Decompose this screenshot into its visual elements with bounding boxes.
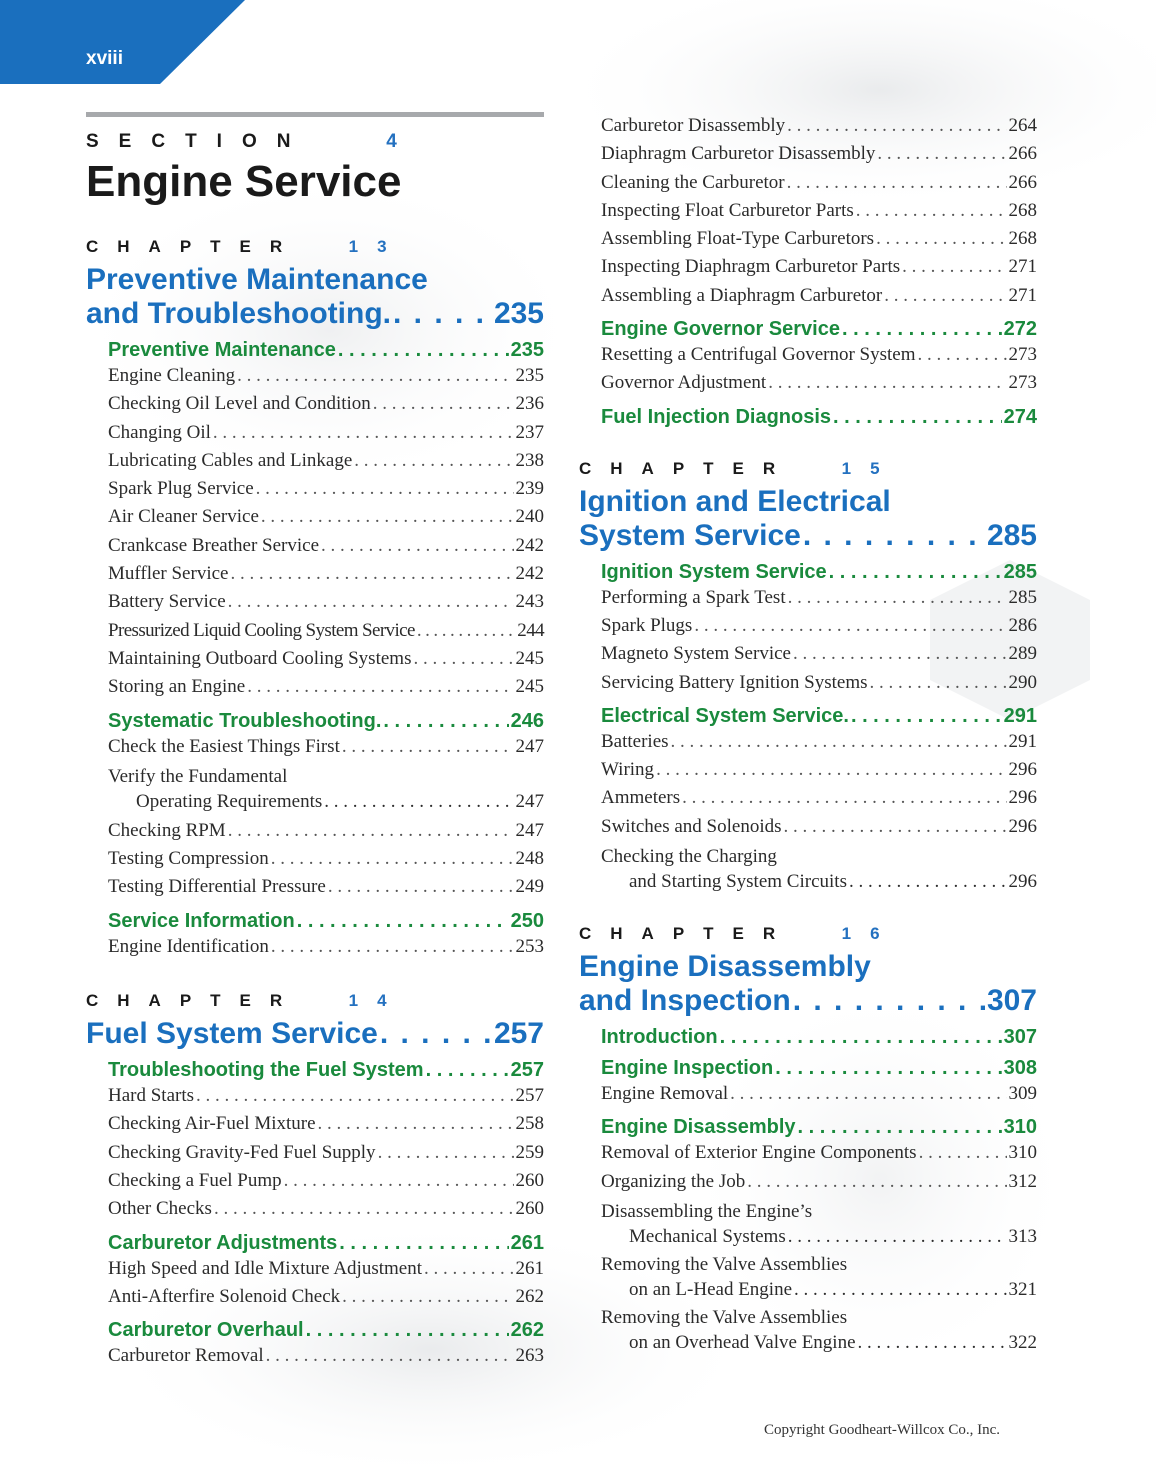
entry-text: Crankcase Breather Service (108, 534, 320, 556)
entry-page: 247 (515, 735, 544, 757)
heading-page: 310 (1003, 1116, 1037, 1139)
entry-page: 261 (515, 1257, 544, 1279)
entry-text: Spark Plugs (601, 614, 693, 636)
entry-page: 266 (1008, 143, 1037, 165)
entry-page: 273 (1008, 372, 1037, 394)
chapter-title-line2: and Troubleshooting. (86, 297, 391, 330)
entry-page: 235 (515, 365, 544, 386)
heading-text: Engine Governor Service (601, 318, 840, 341)
toc-entry[interactable] (579, 369, 1037, 397)
toc-entry[interactable] (86, 673, 544, 701)
entry-text: Engine Identification (108, 935, 269, 957)
heading-page: 274 (1003, 405, 1037, 428)
toc-entry[interactable] (86, 1110, 544, 1138)
toc-left-column (86, 112, 544, 1370)
heading-text: Electrical System Service. (601, 704, 849, 727)
entry-text: Disassembling the Engine’s (601, 1200, 813, 1222)
entry-text: Checking RPM (108, 819, 226, 841)
toc-entry[interactable] (86, 617, 544, 645)
entry-text: Inspecting Diaphragm Carburetor Parts (601, 256, 901, 278)
heading-text: Preventive Maintenance (108, 339, 336, 361)
toc-entry[interactable] (86, 645, 544, 673)
toc-entry[interactable] (86, 447, 544, 475)
heading-text: Engine Disassembly (601, 1116, 796, 1139)
entry-text: Pressurized Liquid Cooling System Service (108, 619, 415, 641)
heading-page: 307 (1003, 1026, 1037, 1049)
entry-page: 239 (515, 478, 544, 500)
entry-text: Maintaining Outboard Cooling Systems (108, 647, 412, 669)
entry-page: 268 (1008, 228, 1037, 250)
entry-page: 237 (515, 421, 544, 443)
toc-entry[interactable] (86, 1167, 544, 1195)
heading-text: Troubleshooting the Fuel System (108, 1059, 424, 1082)
toc-entry[interactable] (579, 584, 1037, 612)
toc-entry[interactable] (86, 362, 544, 390)
entry-text: Air Cleaner Service (108, 506, 259, 528)
heading-text: Carburetor Overhaul (108, 1319, 304, 1342)
entry-page: 271 (1008, 256, 1037, 278)
toc-entry[interactable] (579, 640, 1037, 668)
entry-page: 242 (515, 534, 544, 556)
entry-text: Magneto System Service (601, 643, 791, 665)
entry-text: High Speed and Idle Mixture Adjustment (108, 1257, 422, 1279)
chapter-page: 235 (493, 297, 544, 330)
toc-entry[interactable] (86, 503, 544, 531)
chapter-14-title[interactable] (86, 1017, 544, 1051)
entry-text: Carburetor Removal (108, 1345, 264, 1367)
entry-page: 313 (1008, 1225, 1037, 1247)
entry-text: Check the Easiest Things First (108, 735, 340, 757)
entry-page: 247 (515, 819, 544, 841)
entry-page: 264 (1008, 115, 1037, 136)
toc-entry[interactable] (86, 764, 544, 814)
entry-text-line2: on an L-Head Engine (629, 1278, 793, 1300)
entry-text: Checking Gravity-Fed Fuel Supply (108, 1141, 376, 1163)
chapter-page: 285 (986, 518, 1037, 552)
chapter-16-label (579, 924, 1037, 944)
entry-text: Anti-Afterfire Solenoid Check (108, 1285, 341, 1307)
entry-page: 296 (1008, 759, 1037, 781)
toc-entry[interactable] (86, 1342, 544, 1370)
section-divider (86, 112, 544, 117)
entry-page: 312 (1008, 1170, 1037, 1192)
entry-text: Resetting a Centrifugal Governor System (601, 344, 916, 366)
entry-text: Batteries (601, 730, 669, 752)
heading-page: 308 (1003, 1057, 1037, 1080)
entry-text: Changing Oil (108, 421, 211, 443)
entry-text: Testing Compression (108, 848, 269, 870)
toc-heading[interactable] (579, 405, 1037, 429)
toc-heading[interactable] (86, 338, 544, 362)
entry-page: 259 (515, 1141, 544, 1163)
entry-text: Checking a Fuel Pump (108, 1169, 282, 1191)
toc-entry[interactable] (579, 253, 1037, 281)
chapter-title-line1: Preventive Maintenance (86, 263, 428, 296)
toc-heading[interactable] (86, 709, 544, 733)
entry-page: 322 (1008, 1331, 1037, 1353)
chapter-title-line1: Ignition and Electrical (579, 484, 891, 518)
chapter-label-text: CHAPTER (86, 991, 302, 1011)
entry-page: 263 (515, 1345, 544, 1367)
toc-entry[interactable] (579, 1252, 1037, 1302)
entry-text: Spark Plug Service (108, 478, 254, 500)
entry-page: 240 (515, 506, 544, 528)
entry-text: Wiring (601, 759, 655, 781)
entry-page: 268 (1008, 199, 1037, 221)
entry-text: Checking the Charging (601, 846, 777, 868)
toc-entry[interactable] (579, 140, 1037, 168)
entry-page: 257 (515, 1085, 544, 1107)
entry-text: Governor Adjustment (601, 372, 767, 394)
heading-page: 246 (510, 709, 544, 732)
entry-text: Removal of Exterior Engine Components (601, 1142, 917, 1164)
toc-entry[interactable] (86, 1139, 544, 1167)
toc-entry[interactable] (86, 390, 544, 418)
chapter-label-text: CHAPTER (86, 237, 302, 256)
chapter-number: 15 (841, 458, 899, 478)
toc-entry[interactable] (579, 669, 1037, 697)
chapter-label-text: CHAPTER (579, 458, 795, 478)
toc-entry[interactable] (579, 1080, 1037, 1108)
entry-page: 291 (1008, 730, 1037, 752)
toc-heading[interactable] (579, 1056, 1037, 1080)
heading-text: Fuel Injection Diagnosis (601, 405, 832, 428)
entry-page: 260 (515, 1198, 544, 1220)
entry-text: Verify the Fundamental (108, 765, 288, 787)
heading-page: 257 (510, 1059, 544, 1082)
entry-text: Muffler Service (108, 563, 229, 585)
heading-page: 291 (1003, 704, 1037, 727)
chapter-15-title[interactable] (579, 485, 1037, 553)
entry-page: 244 (517, 619, 544, 641)
entry-page: 260 (515, 1169, 544, 1191)
entry-page: 286 (1008, 614, 1037, 636)
entry-text: Carburetor Disassembly (601, 115, 786, 136)
toc-entry[interactable] (579, 813, 1037, 841)
entry-page: 238 (515, 449, 544, 471)
toc-entry[interactable] (579, 1168, 1037, 1196)
entry-text: Hard Starts (108, 1085, 195, 1107)
chapter-13-label (86, 237, 544, 257)
toc-heading[interactable] (579, 1025, 1037, 1049)
chapter-title-line2: System Service (579, 518, 801, 552)
entry-page: 296 (1008, 815, 1037, 837)
toc-entry[interactable] (579, 341, 1037, 369)
toc-entry[interactable] (86, 817, 544, 845)
entry-text: Inspecting Float Carburetor Parts (601, 199, 854, 221)
section-number: 4 (386, 131, 417, 152)
entry-page: 296 (1008, 871, 1037, 893)
entry-text: Assembling Float-Type Carburetors (601, 228, 875, 250)
chapter-page: 257 (493, 1017, 544, 1051)
toc-entry[interactable] (86, 1195, 544, 1223)
entry-page: 273 (1008, 344, 1037, 366)
toc-entry[interactable] (579, 844, 1037, 894)
toc-entry[interactable] (579, 112, 1037, 140)
heading-page: 285 (1003, 560, 1037, 583)
toc-entry[interactable] (86, 873, 544, 901)
entry-text: Checking Air-Fuel Mixture (108, 1113, 316, 1135)
entry-page: 248 (515, 848, 544, 870)
chapter-title-line1: Engine Disassembly (579, 950, 871, 984)
entry-text-line2: on an Overhead Valve Engine (629, 1331, 856, 1353)
chapter-14-label (86, 991, 544, 1011)
entry-page: 247 (515, 790, 544, 812)
chapter-15-label (579, 459, 1037, 479)
heading-text: Engine Inspection (601, 1057, 774, 1080)
entry-page: 243 (515, 591, 544, 613)
entry-page: 262 (515, 1285, 544, 1307)
entry-page: 266 (1008, 171, 1037, 193)
chapter-title-line2: and Inspection (579, 984, 791, 1018)
toc-heading[interactable] (579, 560, 1037, 584)
entry-text: Lubricating Cables and Linkage (108, 449, 353, 471)
toc-heading[interactable] (86, 1231, 544, 1255)
chapter-number: 13 (348, 237, 406, 256)
entry-page: 258 (515, 1113, 544, 1135)
toc-entry[interactable] (86, 475, 544, 503)
toc-entry[interactable] (579, 728, 1037, 756)
entry-text: Checking Oil Level and Condition (108, 393, 371, 415)
entry-page: 236 (515, 393, 544, 415)
entry-text: Performing a Spark Test (601, 586, 786, 608)
entry-text: Storing an Engine (108, 676, 246, 698)
section-label-text: SECTION (86, 131, 311, 152)
toc-entry[interactable] (579, 225, 1037, 253)
entry-text: Diaphragm Carburetor Disassembly (601, 143, 876, 165)
page-number-tab (0, 0, 245, 84)
chapter-title-line2: Fuel System Service (86, 1017, 378, 1051)
toc-entry[interactable] (579, 612, 1037, 640)
entry-text: Cleaning the Carburetor (601, 171, 785, 193)
entry-text: Battery Service (108, 591, 226, 613)
entry-text: Other Checks (108, 1198, 212, 1220)
entry-page: 290 (1008, 671, 1037, 693)
entry-page: 310 (1008, 1142, 1037, 1164)
toc-entry[interactable] (579, 1199, 1037, 1249)
toc-heading[interactable] (579, 704, 1037, 728)
toc-entry[interactable] (579, 1305, 1037, 1355)
entry-page: 245 (515, 676, 544, 698)
chapter-number: 16 (841, 924, 899, 944)
entry-text-line2: Mechanical Systems (629, 1225, 786, 1247)
chapter-page: 307 (986, 984, 1037, 1018)
heading-page: 235 (510, 339, 544, 361)
toc-heading[interactable] (86, 909, 544, 933)
toc-entry[interactable] (86, 1255, 544, 1283)
toc-right-column (579, 112, 1037, 1358)
entry-text-line2: and Starting System Circuits (629, 871, 847, 893)
chapter-16-title[interactable] (579, 950, 1037, 1018)
entry-page: 242 (515, 563, 544, 585)
toc-entry[interactable] (579, 282, 1037, 310)
toc-entry[interactable] (86, 560, 544, 588)
chapter-number: 14 (348, 991, 406, 1011)
toc-entry[interactable] (86, 933, 544, 961)
toc-entry[interactable] (86, 1283, 544, 1311)
entry-text: Removing the Valve Assemblies (601, 1306, 848, 1328)
heading-page: 262 (510, 1319, 544, 1342)
heading-text: Carburetor Adjustments (108, 1231, 338, 1254)
entry-page: 249 (515, 876, 544, 898)
chapter-13-title[interactable] (86, 263, 544, 331)
copyright-notice: Copyright Goodheart-Willcox Co., Inc. (764, 1422, 1001, 1438)
entry-text: Assembling a Diaphragm Carburetor (601, 284, 883, 306)
entry-text: Organizing the Job (601, 1170, 746, 1192)
entry-text: Ammeters (601, 787, 681, 809)
entry-page: 285 (1008, 586, 1037, 608)
heading-page: 250 (510, 909, 544, 932)
chapter-label-text: CHAPTER (579, 924, 795, 944)
toc-entry[interactable] (86, 1082, 544, 1110)
toc-entry[interactable] (86, 733, 544, 761)
entry-page: 253 (515, 935, 544, 957)
heading-page: 261 (510, 1231, 544, 1254)
page-number: xviii (86, 48, 123, 69)
entry-page: 289 (1008, 643, 1037, 665)
entry-page: 309 (1008, 1083, 1037, 1105)
entry-page: 296 (1008, 787, 1037, 809)
entry-text: Servicing Battery Ignition Systems (601, 671, 868, 693)
toc-entry[interactable] (579, 197, 1037, 225)
entry-page: 321 (1008, 1278, 1037, 1300)
entry-text: Engine Removal (601, 1083, 729, 1105)
entry-text-line2: Operating Requirements (136, 790, 323, 812)
toc-heading[interactable] (579, 317, 1037, 341)
entry-text: Switches and Solenoids (601, 815, 782, 837)
section-title: Engine Service (86, 157, 402, 206)
toc-entry[interactable] (86, 845, 544, 873)
entry-page: 245 (515, 647, 544, 669)
entry-text: Testing Differential Pressure (108, 876, 326, 898)
entry-text: Engine Cleaning (108, 365, 236, 386)
heading-page: 272 (1003, 318, 1037, 341)
toc-entry[interactable] (86, 588, 544, 616)
heading-text: Ignition System Service (601, 560, 827, 583)
toc-entry[interactable] (579, 784, 1037, 812)
toc-entry[interactable] (579, 169, 1037, 197)
toc-entry[interactable] (579, 1139, 1037, 1167)
entry-text: Removing the Valve Assemblies (601, 1253, 848, 1275)
heading-text: Introduction (601, 1026, 718, 1049)
toc-entry[interactable] (86, 532, 544, 560)
toc-heading[interactable] (579, 1115, 1037, 1139)
toc-entry[interactable] (86, 419, 544, 447)
heading-text: Service Information (108, 909, 295, 932)
section-label (86, 131, 544, 153)
toc-entry[interactable] (579, 756, 1037, 784)
toc-heading[interactable] (86, 1058, 544, 1082)
entry-page: 271 (1008, 284, 1037, 306)
heading-text: Systematic Troubleshooting. (108, 709, 382, 732)
toc-heading[interactable] (86, 1318, 544, 1342)
